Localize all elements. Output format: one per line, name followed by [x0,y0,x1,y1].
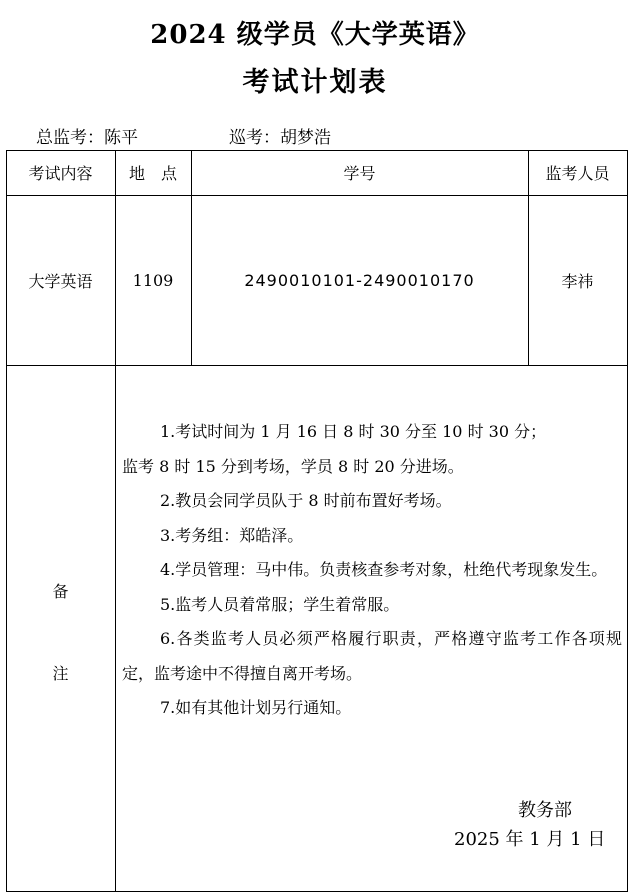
header-room: 地 点 [128,164,177,183]
patrol-proctor: 巡考：胡梦浩 [229,128,331,148]
document-title: 2024 级学员《大学英语》 [150,20,480,50]
remarks-label-2: 注 [52,663,69,683]
note-item: 4.学员管理：马中伟。负责核查参考对象，杜绝代考现象发生。 [160,560,608,579]
cell-subject: 大学英语 [28,271,93,291]
table-border-right [627,150,628,892]
issuing-department: 教务部 [518,800,572,821]
note-item: 3.考务组：郑皓泽。 [160,525,304,545]
note-item: 6.各类监考人员必须严格履行职责，严格遵守监考工作各项规定，监考途中不得擅自离开考场。 [122,629,622,683]
document-subtitle: 考试计划表 [242,67,388,98]
issue-date: 2025 年 1 月 1 日 [454,829,606,850]
cell-proctor: 李祎 [561,271,594,291]
cell-room: 1109 [132,270,174,290]
note-item: 7.如有其他计划另行通知。 [160,698,352,717]
table-border-bottom [6,891,628,892]
remarks-notes [122,415,622,726]
note-item: 5.监考人员着常服；学生着常服。 [160,594,400,614]
note-item: 监考 8 时 15 分到考场，学员 8 时 20 分进场。 [122,456,464,476]
header-student-ids: 学号 [343,164,376,183]
chief-proctor: 总监考：陈平 [36,128,138,148]
cell-student-ids: 2490010101-2490010170 [244,270,475,290]
note-item: 1.考试时间为 1 月 16 日 8 时 30 分至 10 时 30 分； [160,422,547,441]
remarks-label-1: 备 [52,581,69,601]
note-item: 2.教员会同学员队于 8 时前布置好考场。 [160,491,452,510]
header-subject: 考试内容 [28,164,93,183]
header-proctor: 监考人员 [545,164,610,183]
table-divider-row [6,365,628,366]
